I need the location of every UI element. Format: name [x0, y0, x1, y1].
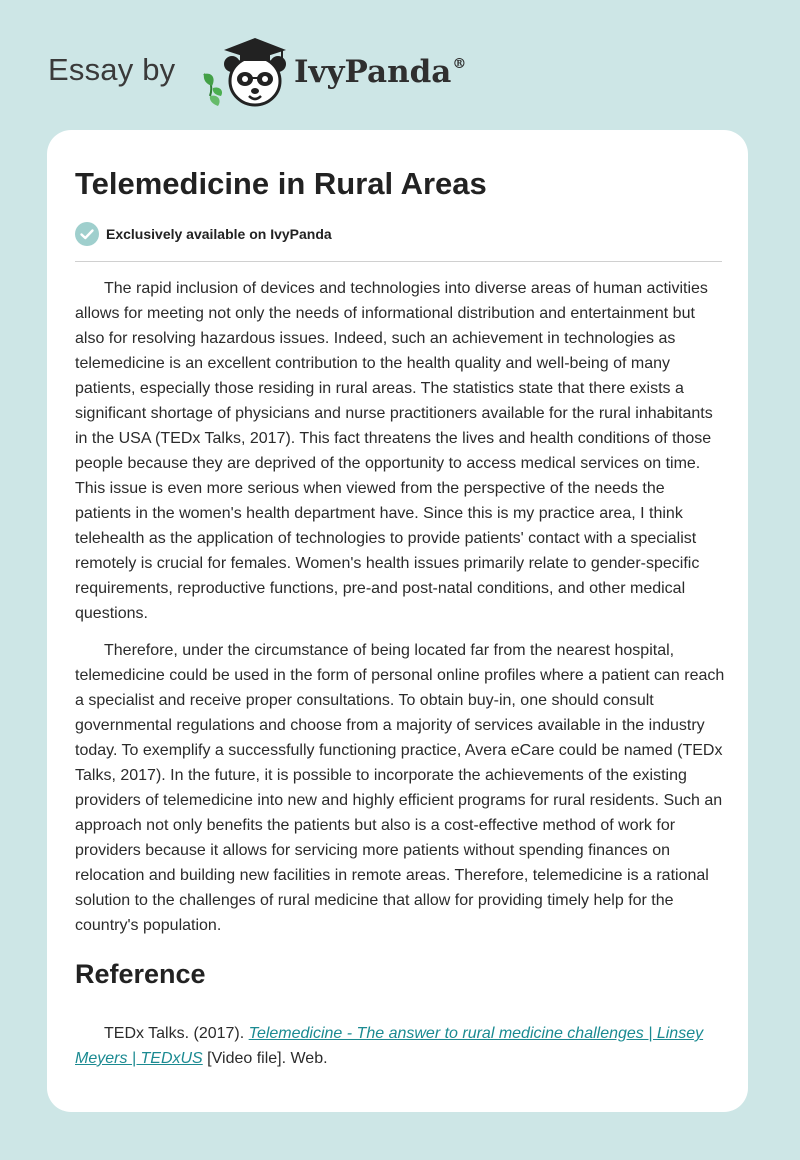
page-title: Telemedicine in Rural Areas [75, 166, 487, 201]
paragraph: Therefore, under the circumstance of being located far from the nearest hospital, telemedicine could be used in the form of personal online profiles where a patient can reach a specialist and receive proper consultations. To obtain buy-in, one should consult governmental regulations and choose from a majority of services available in the industry today. To exemplify a successfully functioning practice, Avera eCare could be named (TEDx Talks, 2017). In the future, it is possible to incorporate the achievements of the existing providers of telemedicine into new and highly efficient programs for rural residents. Such an approach not only benefits the patients but also is a cost-effective method of work for providers because it allows for servicing more patients without spending finances on relocation and building new facilities in remote areas. Therefore, telemedicine is a rational solution to the challenges of rural medicine that allow for providing timely help for the country's population. [75, 642, 725, 934]
reference-link[interactable]: Telemedicine - The answer to rural medicine challenges | Linsey Meyers | TEDxUS [75, 1025, 704, 1067]
exclusive-badge [75, 221, 332, 247]
check-circle-icon [75, 222, 99, 246]
registered-mark: ® [452, 56, 467, 72]
divider [75, 261, 722, 262]
essay-card [47, 130, 748, 1112]
site-header [48, 34, 468, 114]
paragraph: The rapid inclusion of devices and technologies into diverse areas of human activities allows for meeting not only the needs of informational distribution and entertainment but also for resolving hazardous issues. Indeed, such an achievement in technologies as telemedicine is an excellent contribution to the health quality and well-being of many patients, especially those residing in rural areas. The statistics state that there exists a significant shortage of physicians and nurse practitioners available for the rural inhabitants in the USA (TEDx Talks, 2017). This fact threatens the lives and health conditions of those people because they are deprived of the opportunity to access medical services on time. This issue is even more serious when viewed from the perspective of the needs the patients in the women's health department have. Since this is my practice area, I think telehealth as the application of technologies to provide patients' contact with a specialist remotely is crucial for females. Women's health issues primarily relate to gender-specific requirements, reproductive functions, pre-and post-natal conditions, and other medical questions. [75, 280, 713, 622]
reference-author: TEDx Talks. (2017). [104, 1025, 249, 1042]
badge-label: Exclusively available on IvyPanda [106, 226, 332, 242]
essay-by-label: Essay by [48, 52, 176, 87]
panda-logo-icon[interactable] [200, 34, 300, 114]
essay-body [75, 276, 725, 950]
reference-heading: Reference [75, 959, 206, 989]
reference-suffix: [Video file]. Web. [202, 1050, 328, 1067]
reference-entry [75, 1021, 725, 1071]
brand-name[interactable]: IvyPanda® [294, 54, 467, 90]
